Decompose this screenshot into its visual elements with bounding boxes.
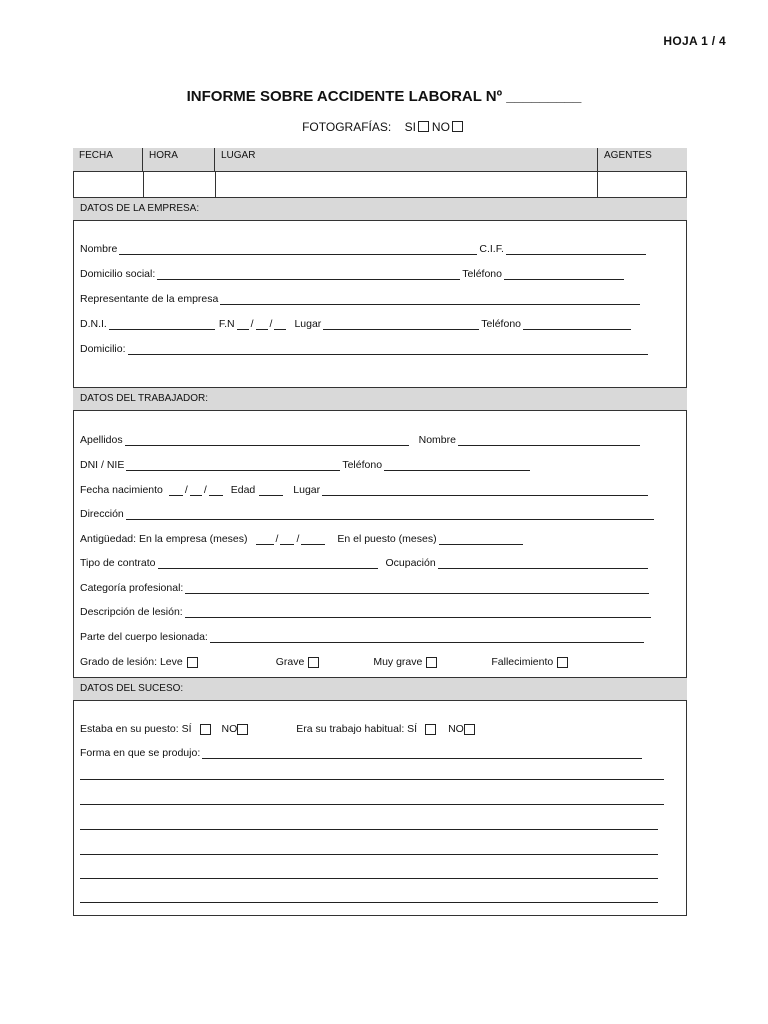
habitual-si-checkbox[interactable] [425, 724, 436, 735]
label-tipo-contrato: Tipo de contrato [80, 557, 156, 569]
header-lugar: LUGAR [215, 148, 598, 172]
antiguedad-1-field[interactable] [256, 534, 274, 545]
habitual-no-checkbox[interactable] [464, 724, 475, 735]
row-domicilio [80, 339, 650, 355]
label-muy-grave: Muy grave [373, 656, 423, 668]
label-dni: D.N.I. [80, 318, 107, 330]
label-forma: Forma en que se produjo: [80, 747, 201, 759]
leve-checkbox[interactable] [187, 657, 198, 668]
header-fecha: FECHA [73, 148, 143, 172]
nac-year-field[interactable] [209, 485, 223, 496]
photos-si-checkbox[interactable] [418, 121, 429, 132]
label-trabajo-habitual: Era su trabajo habitual: SÍ [296, 723, 418, 735]
description-line[interactable] [80, 804, 664, 805]
label-estaba-puesto: Estaba en su puesto: SÍ [80, 723, 192, 735]
label-telefono: Teléfono [462, 268, 502, 280]
label-representante: Representante de la empresa [80, 293, 219, 305]
row-fecha-nac: Fecha nacimiento / / Edad Lugar [80, 480, 650, 496]
antiguedad-2-field[interactable] [280, 534, 294, 545]
row-domicilio-social [80, 264, 626, 280]
label-ocupacion: Ocupación [385, 557, 436, 569]
nombre-field[interactable] [119, 244, 477, 255]
row-empresa-nombre [80, 239, 648, 255]
description-line[interactable] [80, 878, 658, 879]
label-apellidos: Apellidos [80, 434, 123, 446]
page-number: HOJA 1 / 4 [663, 34, 726, 48]
antiguedad-3-field[interactable] [301, 534, 325, 545]
description-line[interactable] [80, 902, 658, 903]
row-categoria [80, 578, 651, 594]
row-dni-nie [80, 455, 532, 471]
cell-divider [143, 172, 144, 198]
label-cif: C.I.F. [479, 243, 504, 255]
row-tipo-contrato [80, 553, 650, 569]
label-lugar-nac: Lugar [293, 484, 321, 496]
label-no-1: NO [221, 723, 238, 735]
telefono-2-field[interactable] [523, 319, 631, 330]
nac-day-field[interactable] [169, 485, 183, 496]
label-fecha-nac: Fecha nacimiento [80, 484, 163, 496]
label-telefono-2: Teléfono [481, 318, 521, 330]
label-descripcion: Descripción de lesión: [80, 606, 183, 618]
label-domicilio: Domicilio: [80, 343, 126, 355]
categoria-field[interactable] [185, 583, 649, 594]
row-direccion [80, 504, 656, 520]
telefono-field[interactable] [504, 269, 624, 280]
photos-label: FOTOGRAFÍAS: [302, 119, 392, 134]
label-fallecimiento: Fallecimiento [491, 656, 554, 668]
label-categoria: Categoría profesional: [80, 582, 184, 594]
label-nombre: Nombre [80, 243, 118, 255]
label-grado-leve: Grado de lesión: Leve [80, 656, 183, 668]
lugar-field[interactable] [323, 319, 479, 330]
label-fn: F.N [218, 318, 235, 330]
row-apellidos [80, 430, 642, 446]
photos-no-label: NO [431, 119, 450, 134]
label-antiguedad: Antigüedad: En la empresa (meses) [80, 533, 248, 545]
dni-nie-field[interactable] [126, 460, 340, 471]
grave-checkbox[interactable] [308, 657, 319, 668]
nac-month-field[interactable] [190, 485, 202, 496]
apellidos-field[interactable] [125, 435, 409, 446]
photos-no-checkbox[interactable] [452, 121, 463, 132]
row-parte-cuerpo [80, 627, 646, 643]
row-antiguedad: Antigüedad: En la empresa (meses) / / En el puesto (meses) [80, 529, 525, 545]
descripcion-field[interactable] [185, 607, 651, 618]
label-dni-nie: DNI / NIE [80, 459, 125, 471]
en-puesto-field[interactable] [439, 534, 523, 545]
header-agentes: AGENTES [604, 150, 652, 161]
muy-grave-checkbox[interactable] [426, 657, 437, 668]
forma-field[interactable] [202, 748, 642, 759]
en-puesto-si-checkbox[interactable] [200, 724, 211, 735]
cell-divider [597, 172, 598, 198]
description-line[interactable] [80, 829, 658, 830]
label-nombre-trab: Nombre [418, 434, 456, 446]
row-representante [80, 289, 642, 305]
fn-day-field[interactable] [237, 319, 249, 330]
form-title: INFORME SOBRE ACCIDENTE LABORAL Nº _________ [186, 88, 582, 105]
label-no-2: NO [448, 723, 464, 735]
label-domicilio-social: Domicilio social: [80, 268, 156, 280]
label-en-puesto: En el puesto (meses) [337, 533, 437, 545]
representante-field[interactable] [220, 294, 640, 305]
photos-row [0, 119, 768, 134]
row-grado-lesion [80, 652, 568, 668]
domicilio-field[interactable] [128, 344, 648, 355]
nombre-trab-field[interactable] [458, 435, 640, 446]
row-descripcion [80, 602, 653, 618]
tipo-contrato-field[interactable] [158, 558, 378, 569]
fn-month-field[interactable] [256, 319, 268, 330]
en-puesto-no-checkbox[interactable] [237, 724, 248, 735]
domicilio-social-field[interactable] [157, 269, 460, 280]
label-telefono-trab: Teléfono [342, 459, 383, 471]
label-parte-cuerpo: Parte del cuerpo lesionada: [80, 631, 208, 643]
description-line[interactable] [80, 854, 658, 855]
section-empresa: DATOS DE LA EMPRESA: [73, 197, 687, 221]
cell-divider [215, 172, 216, 198]
edad-field[interactable] [259, 485, 283, 496]
row-dni-empresa: D.N.I. F.N / / Lugar Teléfono [80, 314, 633, 330]
dni-field[interactable] [109, 319, 215, 330]
fn-year-field[interactable] [274, 319, 286, 330]
cif-field[interactable] [506, 244, 646, 255]
lugar-nac-field[interactable] [322, 485, 648, 496]
section-trabajador: DATOS DEL TRABAJADOR: [73, 387, 687, 411]
label-direccion: Dirección [80, 508, 124, 520]
fallecimiento-checkbox[interactable] [557, 657, 568, 668]
row-forma [80, 743, 644, 759]
telefono-trab-field[interactable] [384, 460, 530, 471]
parte-cuerpo-field[interactable] [210, 632, 644, 643]
label-lugar: Lugar [294, 318, 322, 330]
ocupacion-field[interactable] [438, 558, 648, 569]
label-edad: Edad [230, 484, 256, 496]
photos-si-label: SI [404, 119, 416, 134]
direccion-field[interactable] [126, 509, 654, 520]
description-line[interactable] [80, 779, 664, 780]
section-suceso: DATOS DEL SUCESO: [73, 677, 687, 701]
header-hora: HORA [143, 148, 215, 172]
row-en-puesto [80, 719, 475, 735]
label-grave: Grave [275, 656, 305, 668]
